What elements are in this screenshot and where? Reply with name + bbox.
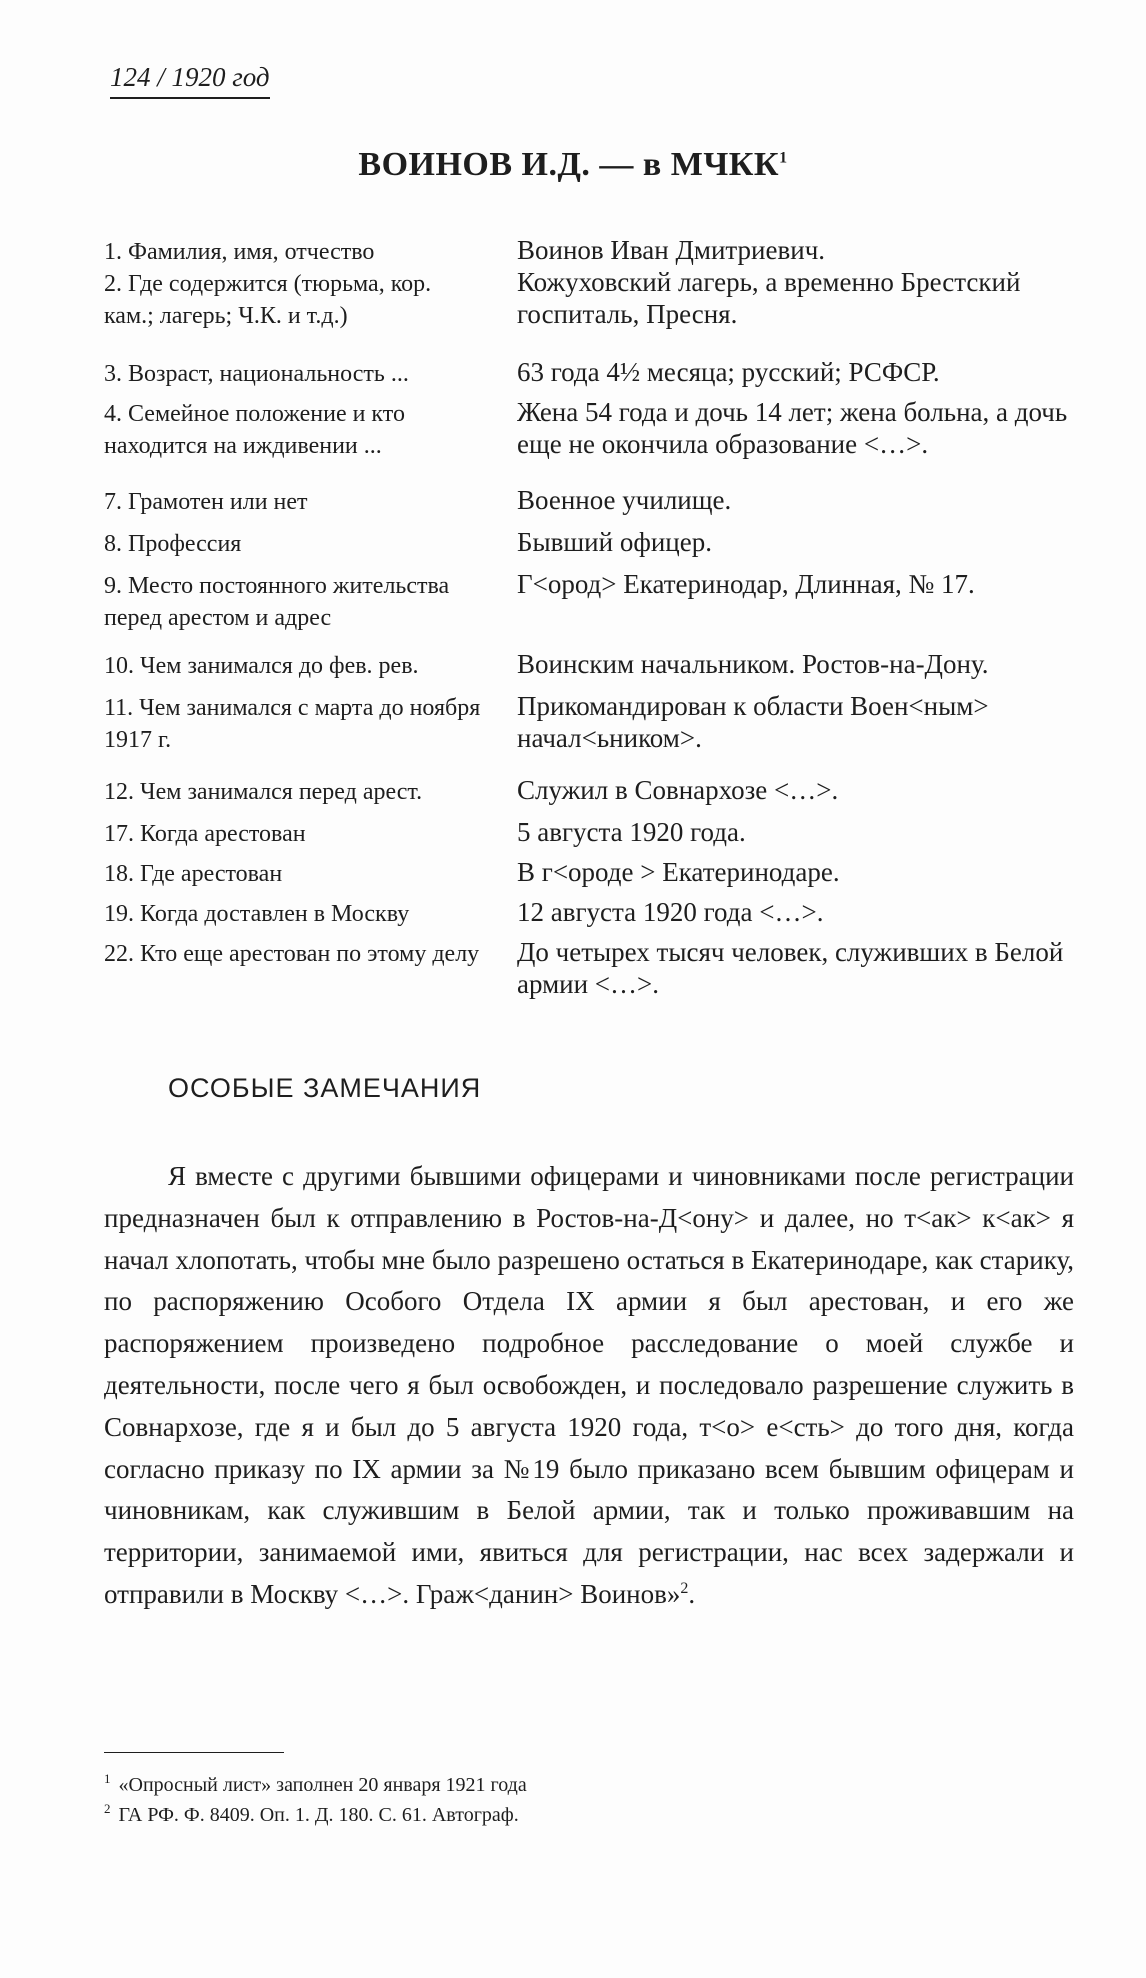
footnote-text: ГА РФ. Ф. 8409. Оп. 1. Д. 180. С. 61. Автограф. <box>118 1804 519 1826</box>
form-question: 18. Где арестован <box>104 861 283 887</box>
form-question: 7. Грамотен или нет <box>104 489 308 515</box>
form-answer: До четырех тысяч человек, служивших в Белой армии <…>. <box>517 937 1064 999</box>
form-answer: Воинским начальником. Ростов-на-Дону. <box>517 649 989 679</box>
remarks-paragraph: Я вместе с другими бывшими офицерами и чиновниками после регистрации предназначен был к отправлению в Ростов-на-Д<ону> и далее, но т<ак> к<ак> я начал хлопотать, чтобы мне было разрешено остаться в Екатеринодаре, как старику, по распоряжению Особого Отдела IX армии я был арестован, и его же распоряжением произведено подробное расследование о моей службе и деятельности, после чего я был освобожден, и последовало разрешение служить в Совнархозе, где я и был до 5 августа 1920 года, т<о> е<сть> до того дня, когда согласно приказу по IX армии за №19 было приказано всем бывшим офицерам и чиновникам, как служившим в Белой армии, так и только проживавшим на территории, занимаемой ими, явиться для регистрации, нас всех задержали и отправили в Москву <…>. Граж<данин> Воинов»$^2$. <box>104 1161 1074 1609</box>
form-question: 1. Фамилия, имя, отчество <box>104 239 375 265</box>
form-question: 2. Где содержится (тюрьма, кор. кам.; лагерь; Ч.К. и т.д.) <box>104 271 432 329</box>
form-answer: Воинов Иван Дмитриевич. <box>517 235 826 265</box>
footnote-mark: 2 <box>104 1801 111 1817</box>
form-question: 17. Когда арестован <box>104 821 306 847</box>
form-question: 4. Семейное положение и кто находится на иждивении ... <box>104 401 405 459</box>
form-question: 11. Чем занимался с марта до ноября 1917 г. <box>104 695 481 753</box>
form-question: 3. Возраст, национальность ... <box>104 361 409 387</box>
section-title-special-remarks: ОСОБЫЕ ЗАМЕЧАНИЯ <box>168 1073 482 1103</box>
title-text: ВОИНОВ И.Д. — в МЧКК <box>358 146 780 183</box>
form-question: 10. Чем занимался до фев. рев. <box>104 653 419 679</box>
form-question: 8. Профессия <box>104 531 242 557</box>
title-footnote-mark: 1 <box>779 149 788 167</box>
remarks-footnote-mark: 2 <box>680 1579 689 1597</box>
form-question: 19. Когда доставлен в Москву <box>104 901 410 927</box>
footnote <box>104 1802 519 1828</box>
form-answer: В г<ороде > Екатеринодаре. <box>517 857 840 887</box>
running-head: 124 / 1920 год <box>110 62 270 99</box>
form-answer: Военное училище. <box>517 485 732 515</box>
form-answer: Прикомандирован к области Воен<ным> начал<ьником>. <box>517 691 989 753</box>
footnote-text: «Опросный лист» заполнен 20 января 1921 года <box>118 1774 527 1796</box>
footnote <box>104 1772 527 1798</box>
form-answer: Жена 54 года и дочь 14 лет; жена больна, а дочь еще не окончила образование <…>. <box>517 397 1068 459</box>
footnote-divider <box>104 1752 284 1753</box>
form-answer: 63 года 4½ месяца; русский; РСФСР. <box>517 357 940 387</box>
form-question: 9. Место постоянного жительства перед арестом и адрес <box>104 573 450 631</box>
form-question: 22. Кто еще арестован по этому делу <box>104 941 480 967</box>
footnote-mark: 1 <box>104 1771 111 1787</box>
form-answer: Бывший офицер. <box>517 527 712 557</box>
remarks-text: Я вместе с другими бывшими офицерами и чиновниками после регистрации предназначен был к отправлению в Ростов-на-Д<ону> и далее, но т<ак> к<ак> я начал хлопотать, чтобы мне было разрешено остаться в Екатеринодаре, как старику, по распоряжению Особого Отдела IX армии я был арестован, и его же распоряжением произведено подробное расследование о моей службе и деятельности, после чего я был освобожден, и последовало разрешение служить в Совнархозе, где я и был до 5 августа 1920 года, т<о> е<сть> до того дня, когда согласно приказу по IX армии за №19 было приказано всем бывшим офицерам и чиновникам, как служившим в Белой армии, так и только проживавшим на территории, занимаемой ими, явиться для регистрации, нас всех задержали и отправили в Москву <…>. Граж<данин> Воинов» <box>104 1161 1074 1609</box>
form-answer: Кожуховский лагерь, а временно Брестский госпиталь, Пресня. <box>517 267 1021 329</box>
form-answer: Служил в Совнархозе <…>. <box>517 775 839 805</box>
document-title <box>0 146 1146 184</box>
form-question: 12. Чем занимался перед арест. <box>104 779 423 805</box>
form-answer: 5 августа 1920 года. <box>517 817 746 847</box>
form-answer: Г<ород> Екатеринодар, Длинная, № 17. <box>517 569 975 599</box>
form-answer: 12 августа 1920 года <…>. <box>517 897 824 927</box>
